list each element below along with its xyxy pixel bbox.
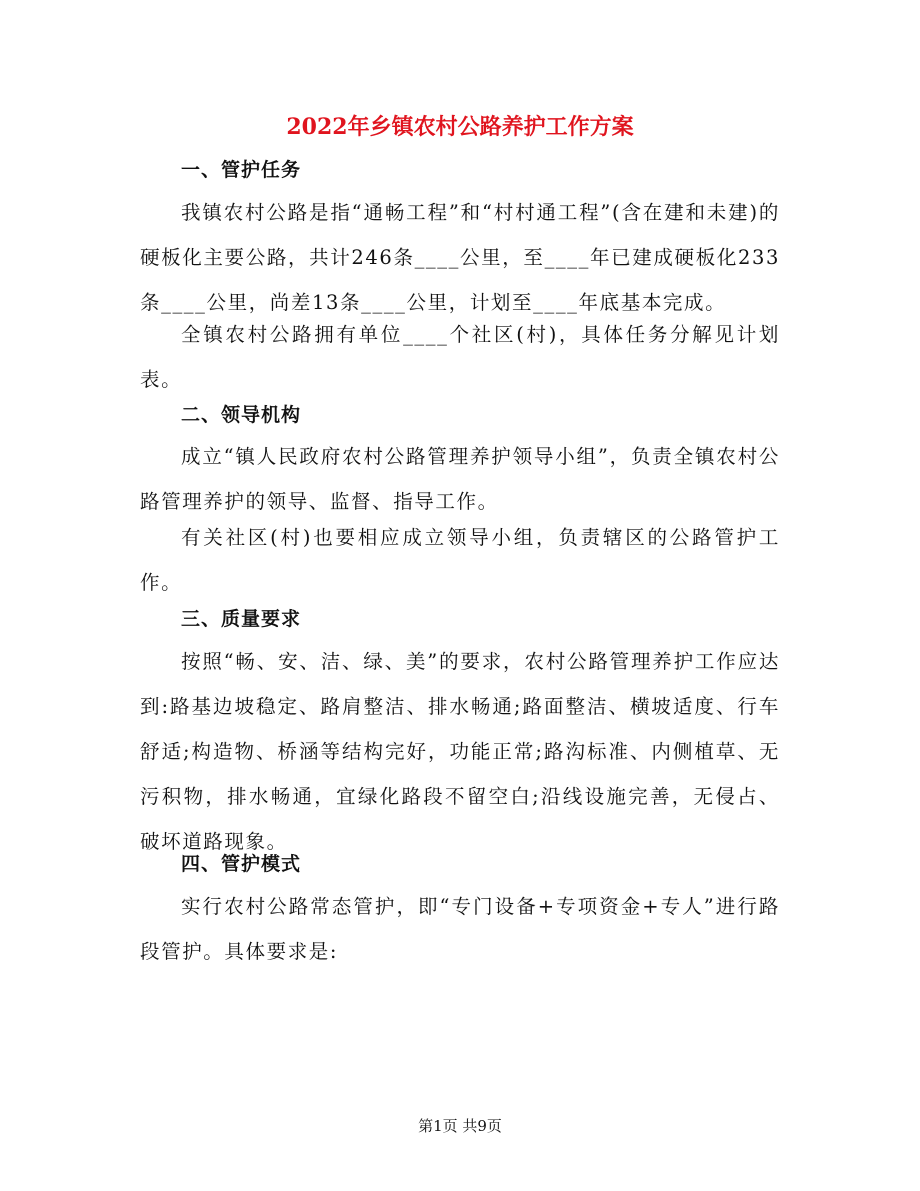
section-2-paragraph-1: 成立“镇人民政府农村公路管理养护领导小组”，负责全镇农村公路管理养护的领导、监督、指导工作。: [140, 445, 780, 513]
section-2-paragraph-2: 有关社区(村)也要相应成立领导小组，负责辖区的公路管护工作。: [140, 526, 780, 594]
section-heading-3: 三、质量要求: [181, 608, 302, 630]
page-footer: 第1页 共9页: [418, 1117, 502, 1135]
section-heading-1: 一、管护任务: [181, 159, 302, 181]
section-4-paragraph-1: 实行农村公路常态管护，即“专门设备+专项资金+专人”进行路段管护。具体要求是:: [140, 895, 780, 963]
section-3-paragraph-1: 按照“畅、安、洁、绿、美”的要求，农村公路管理养护工作应达到:路基边坡稳定、路肩整洁、排水畅通;路面整洁、横坡适度、行车舒适;构造物、桥涵等结构完好，功能正常;路沟标准、内侧植草、无污积物，排水畅通，宜绿化路段不留空白;沿线设施完善，无侵占、破坏道路现象。: [140, 650, 780, 853]
section-1-paragraph-2: 全镇农村公路拥有单位____个社区(村)，具体任务分解见计划表。: [140, 323, 780, 391]
section-heading-4: 四、管护模式: [181, 853, 302, 875]
document-title: 2022年乡镇农村公路养护工作方案: [286, 114, 634, 140]
section-heading-2: 二、领导机构: [181, 404, 302, 426]
section-1-paragraph-1: 我镇农村公路是指“通畅工程”和“村村通工程”(含在建和未建)的硬板化主要公路，共计246条____公里，至____年已建成硬板化233条____公里，尚差13条____公里，计划至____年底基本完成。: [140, 201, 780, 314]
